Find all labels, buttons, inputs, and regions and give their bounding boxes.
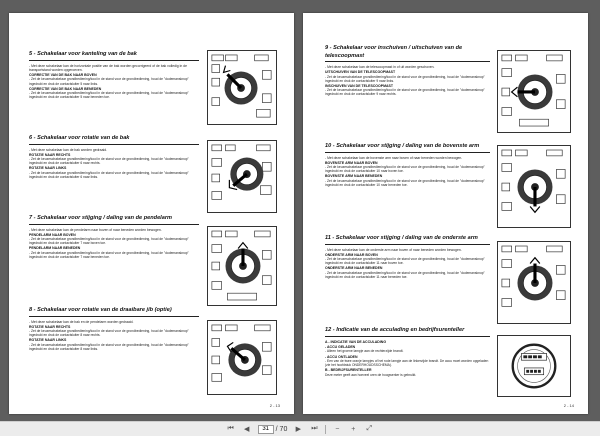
first-page-icon[interactable]: ⏮ <box>227 425 234 432</box>
instruction-text: - Alleen het groene lampje aan de rechterzijde brandt. <box>325 349 404 354</box>
control-panel-drawing <box>208 321 276 394</box>
section-title: 7 - Schakelaar voor stijging / daling van de pendelarm <box>29 215 199 225</box>
section-title: 8 - Schakelaar voor rotatie van de draaibare jib (optie) <box>29 307 199 317</box>
subheading: ROTATIE NAAR LINKS <box>29 166 67 171</box>
section-5 <box>29 51 199 99</box>
section-7 <box>29 215 199 259</box>
page-number-input[interactable] <box>258 425 274 434</box>
section-intro: - Met deze schakelaar kan de onderste arm naar boven of naar beneden worden bewogen. <box>325 247 462 252</box>
next-page-icon[interactable]: ▶ <box>295 426 302 433</box>
control-panel-drawing <box>498 51 570 132</box>
section-title: 5 - Schakelaar voor kanteling van de bak <box>29 51 199 61</box>
section-intro: - Met deze schakelaar kan de telescoopmast in of uit worden geschoven. <box>325 65 435 70</box>
section-10 <box>325 143 490 187</box>
instruction-text: - Zet de keuzeschakelaar grondbediening/kooi in de stand voor de grondbediening, houd de "dodemansknop" ingedrukt en druk de contactsluiter 6 naar links. <box>29 170 189 179</box>
subheading: UITSCHUIVEN VAN DE TELESCOOPMAST <box>325 70 396 75</box>
section-title: 12 - Indicatie van de acculading en bedrijfsurenteller <box>325 327 490 337</box>
control-panel-drawing <box>498 146 570 227</box>
subheading: INSCHUIVEN VAN DE TELESCOOPMAST <box>325 83 393 88</box>
subheading: PENDELARM NAAR BOVEN <box>29 232 76 237</box>
manual-page-left <box>9 13 294 414</box>
subheading: CORRECTIE VAN DE BAK NAAR BOVEN <box>29 73 97 77</box>
instruction-text: - Zet de keuzeschakelaar grondbediening/kooi in de stand voor de grondbediening, houd de "dodemansknop" ingedrukt en druk de contactsluiter 11 naar beneden toe. <box>325 270 485 279</box>
section-intro: - Met deze schakelaar kan de horizontale positie van de bak worden gecorrigeerd of de bak volledig in de transportstand worden opgeroeven. <box>29 63 187 72</box>
subheading: ROTATIE NAAR LINKS <box>29 338 67 343</box>
instruction-text: - Zet de keuzeschakelaar grondbediening/kooi in de stand voor de grondbediening, houd de "dodemansknop" ingedrukt en druk de contactsluiter 8 naar links. <box>29 342 189 351</box>
page-number: 2 - 13 <box>269 403 280 408</box>
instruction-text: - Zet de keuzeschakelaar grondbediening/kooi in de stand voor de grondbediening, houd de "dodemansknop" ingedrukt en druk de contactsluiter 10 naar beneden toe. <box>325 178 485 187</box>
toolbar-divider <box>325 425 326 434</box>
section-intro: - Met deze schakelaar kan de bak en de pendelarm worden gedraaid. <box>29 319 134 324</box>
section-intro: - Met deze schakelaar kan de pendelarm naar boven of naar beneden worden bewogen. <box>29 227 162 232</box>
section-12 <box>325 327 490 377</box>
instruction-text: - Zet de keuzeschakelaar grondbediening/kooi in de stand voor de grondbediening, houd de "dodemansknop" ingedrukt en druk de contactsluiter 10 naar boven toe. <box>325 165 485 174</box>
subheading: A - INDICATIE VAN DE ACCULADING <box>325 339 387 344</box>
instruction-text: - Zet de keuzeschakelaar grondbediening/kooi in de stand voor de grondbediening, houd de "dodemansknop" ingedrukt en druk de contactsluiter 6 naar rechts. <box>29 157 189 166</box>
subheading: ONDERSTE ARM NAAR BENEDEN <box>325 266 383 271</box>
section-title: 9 - Schakelaar voor inschuiven / uitschuiven van de telescoopmast <box>325 45 490 62</box>
section-intro: - Met deze schakelaar kan de bovenste arm naar boven of naar beneden worden bewogen. <box>325 155 463 160</box>
figure-switch-8 <box>207 320 277 395</box>
section-9 <box>325 45 490 97</box>
subheading: BOVENSTE ARM NAAR BOVEN <box>325 160 378 165</box>
page-indicator <box>258 425 288 434</box>
zoom-in-icon[interactable]: + <box>351 425 356 433</box>
section-title: 11 - Schakelaar voor stijging / daling van de onderste arm <box>325 235 490 245</box>
figure-switch-9 <box>497 50 571 133</box>
section-title: 10 - Schakelaar voor stijging / daling van de bovenste arm <box>325 143 490 153</box>
subheading: ONDERSTE ARM NAAR BOVEN <box>325 252 378 257</box>
figure-switch-5 <box>207 50 277 125</box>
subheading: - ACCU GELADEN <box>325 345 356 349</box>
subheading: PENDELARM NAAR BENEDEN <box>29 246 81 251</box>
instruction-text: - Zet de keuzeschakelaar grondbediening/kooi in de stand voor de grondbediening, houd de "dodemansknop" ingedrukt en druk de contactsluiter 11 naar boven toe. <box>325 257 485 266</box>
instruction-text: - Een van de twee oranje lampjes of het rode lampje aan de linkerzijde brandt. De accu moet worden opgeladen (zie het hoofdstuk ONDERHOUDSSCHEMA). <box>325 358 489 367</box>
figure-switch-7 <box>207 226 277 306</box>
section-title: 6 - Schakelaar voor rotatie van de bak <box>29 135 199 145</box>
section-intro: - Met deze schakelaar kan de bak worden gedraaid. <box>29 147 108 152</box>
zoom-out-icon[interactable]: − <box>335 425 340 433</box>
subheading: ROTATIE NAAR RECHTS <box>29 324 71 329</box>
fit-page-icon[interactable]: ⤢ <box>366 425 373 432</box>
instruction-text: - Zet de keuzeschakelaar grondbediening/kooi in de stand voor de grondbediening, houd de "dodemansknop" ingedrukt en druk de contactsluiter 7 naar boven toe. <box>29 237 189 246</box>
pdf-viewer-toolbar <box>0 421 600 436</box>
page-number: 2 - 14 <box>563 403 574 408</box>
figure-switch-6 <box>207 140 277 213</box>
control-panel-drawing <box>498 242 570 323</box>
subheading: - ACCU ONTLADEN <box>325 354 358 359</box>
instruction-text: - Zet de keuzeschakelaar grondbediening/kooi in de stand voor de grondbediening, houd de "dodemansknop" ingedrukt en druk de contactsluiter 9 naar links. <box>325 74 485 83</box>
instruction-text: - Zet de keuzeschakelaar grondbediening/kooi in de stand voor de grondbediening, houd de "dodemansknop" ingedrukt en druk de contactsluiter 8 naar rechts. <box>29 329 189 338</box>
subheading: CORRECTIE VAN DE BAK NAAR BENEDEN <box>29 86 102 91</box>
figure-battery-indicator <box>497 335 571 397</box>
instruction-text: - Zet de keuzeschakelaar grondbediening/kooi in de stand voor de grondbediening, houd de "dodemansknop" ingedrukt en druk de contactsluiter 5 naar links. <box>29 77 189 86</box>
control-panel-drawing <box>208 227 276 305</box>
instruction-text: - Zet de keuzeschakelaar grondbediening/kooi in de stand voor de grondbediening, houd de "dodemansknop" ingedrukt en druk de contactsluiter 9 naar rechts. <box>325 88 485 97</box>
control-panel-drawing <box>208 51 276 124</box>
section-8 <box>29 307 199 351</box>
total-pages-label: / 70 <box>275 425 288 433</box>
section-11 <box>325 235 490 279</box>
subheading: ROTATIE NAAR RECHTS <box>29 152 71 157</box>
subheading: B - BEDRIJFSURENTELLER <box>325 368 372 373</box>
last-page-icon[interactable]: ⏭ <box>311 425 318 432</box>
control-panel-drawing <box>208 141 276 212</box>
battery-hour-meter-drawing <box>498 336 570 396</box>
subheading: BOVENSTE ARM NAAR BENEDEN <box>325 174 383 179</box>
previous-page-icon[interactable]: ◀ <box>243 426 250 433</box>
manual-page-right <box>303 13 588 414</box>
section-6 <box>29 135 199 179</box>
instruction-text: - Zet de keuzeschakelaar grondbediening/kooi in de stand voor de grondbediening, houd de "dodemansknop" ingedrukt en druk de contactsluiter 5 naar beneden toe. <box>29 91 189 100</box>
instruction-text: Deze meter geeft aan hoeveel uren de hoogwerker is gebruikt. <box>325 372 417 377</box>
figure-switch-11 <box>497 241 571 324</box>
figure-switch-10 <box>497 145 571 228</box>
instruction-text: - Zet de keuzeschakelaar grondbediening/kooi in de stand voor de grondbediening, houd de "dodemansknop" ingedrukt en druk de contactsluiter 7 naar beneden toe. <box>29 250 189 259</box>
